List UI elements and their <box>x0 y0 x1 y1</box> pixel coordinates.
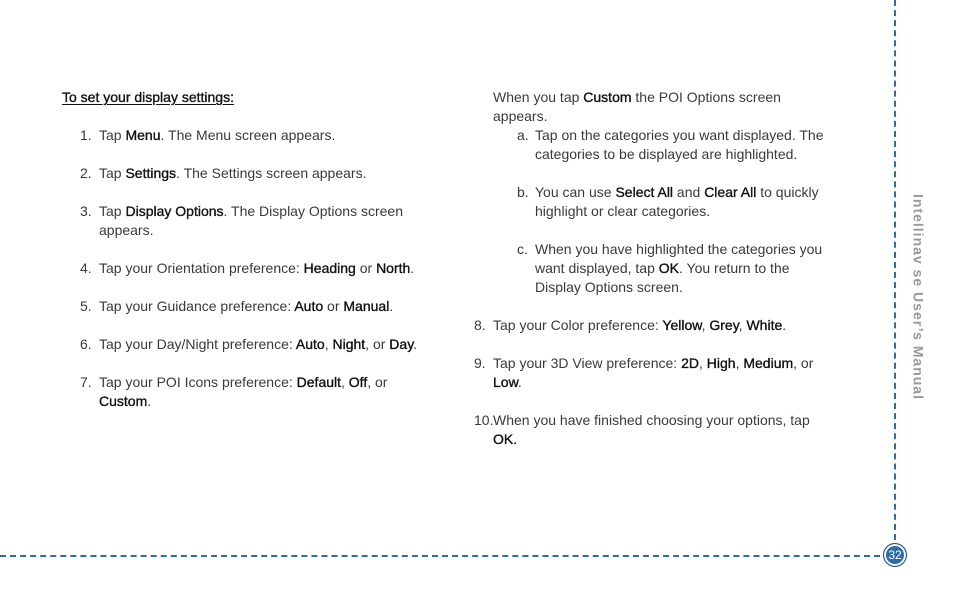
step-text: . The Display Options screen appears. <box>99 203 404 238</box>
step-text: Tap your Guidance preference: <box>99 298 295 314</box>
step-text: Tap your Color preference: <box>493 317 663 333</box>
step-number: 5. <box>80 298 92 314</box>
ui-term: Manual <box>343 298 390 314</box>
step-text: , <box>324 336 333 352</box>
step-text: to quickly highlight or clear categories. <box>535 184 819 219</box>
step-number: 2. <box>80 165 92 181</box>
step-item <box>62 259 432 278</box>
step-item <box>62 164 432 183</box>
step-item <box>62 126 432 145</box>
page-number-badge: 32 <box>883 543 907 567</box>
step-text: . <box>410 260 415 276</box>
right-steps-list <box>474 316 834 449</box>
step-text: or <box>323 298 344 314</box>
horizontal-dashed-rule <box>0 555 880 557</box>
step-text: or <box>355 260 377 276</box>
step-item <box>474 354 834 392</box>
step-text: . <box>389 298 394 314</box>
ui-term: Custom <box>99 393 148 409</box>
ui-term: Medium <box>743 355 794 371</box>
step-item <box>62 335 432 354</box>
step-item <box>62 373 432 411</box>
left-column <box>62 88 432 430</box>
sub-step-item <box>474 126 834 164</box>
ui-term: High <box>706 355 736 371</box>
ui-term: Select All <box>615 184 674 200</box>
ui-term: Grey <box>709 317 739 333</box>
step-number: 10. <box>474 412 494 428</box>
step-item <box>62 297 432 316</box>
step-text: , or <box>793 355 814 371</box>
step-number: c. <box>517 241 528 257</box>
step-text: , or <box>367 374 388 390</box>
step-text: , <box>735 355 744 371</box>
step-text: Tap your Day/Night preference: <box>99 336 296 352</box>
step-text: Tap <box>99 165 126 181</box>
vertical-dashed-rule <box>894 0 896 540</box>
ui-term: Low <box>493 374 518 390</box>
ui-term: Settings <box>125 165 177 181</box>
step-text: Tap your POI Icons preference: <box>99 374 297 390</box>
custom-intro <box>474 88 834 126</box>
step-text: , <box>738 317 747 333</box>
step-number: 9. <box>474 355 486 371</box>
ui-term: Night <box>332 336 366 352</box>
step-text: When you tap <box>493 89 584 105</box>
ui-term: Display Options <box>125 203 224 219</box>
ui-term: OK. <box>493 431 518 447</box>
section-heading: To set your display settings: <box>62 89 234 105</box>
step-text: . <box>782 317 787 333</box>
step-item <box>474 411 834 449</box>
step-text: the POI Options screen appears. <box>493 89 781 124</box>
ui-term: Heading <box>303 260 356 276</box>
ui-term: Yellow <box>662 317 702 333</box>
step-text: , <box>701 317 710 333</box>
step-text: Tap your 3D View preference: <box>493 355 682 371</box>
step-number: 1. <box>80 127 92 143</box>
ui-term: Default <box>296 374 342 390</box>
step-number: 6. <box>80 336 92 352</box>
step-text: , <box>341 374 349 390</box>
side-title: Intellinav se User’s Manual <box>910 194 927 400</box>
step-text: Tap on the categories you want displayed. The categories to be displayed are highlighted. <box>535 127 824 162</box>
step-text: . The Menu screen appears. <box>160 127 336 143</box>
right-column <box>474 88 834 468</box>
step-text: When you have finished choosing your options, tap <box>493 412 810 428</box>
ui-term: OK <box>658 260 679 276</box>
step-text: . <box>413 336 418 352</box>
ui-term: Auto <box>294 298 324 314</box>
step-text: You can use <box>535 184 616 200</box>
step-text: Tap your Orientation preference: <box>99 260 304 276</box>
ui-term: Day <box>389 336 414 352</box>
step-text: Tap <box>99 203 126 219</box>
step-number: 3. <box>80 203 92 219</box>
step-text: , <box>698 355 707 371</box>
left-steps-list <box>62 126 432 411</box>
step-text: and <box>673 184 705 200</box>
step-number: 8. <box>474 317 486 333</box>
step-text: . <box>147 393 152 409</box>
step-number: b. <box>517 184 529 200</box>
step-text: . The Settings screen appears. <box>176 165 367 181</box>
ui-term: Clear All <box>704 184 757 200</box>
ui-term: 2D <box>681 355 699 371</box>
sub-step-item <box>474 240 834 297</box>
step-item <box>62 202 432 240</box>
ui-term: Auto <box>295 336 325 352</box>
step-text: , or <box>365 336 390 352</box>
step-text: When you have highlighted the categories you want displayed, tap <box>535 241 823 276</box>
step-item <box>474 316 834 335</box>
step-text: Tap <box>99 127 126 143</box>
ui-term: Menu <box>125 127 161 143</box>
step-number: 4. <box>80 260 92 276</box>
step-number: 7. <box>80 374 92 390</box>
ui-term: Off <box>348 374 368 390</box>
ui-term: Custom <box>583 89 632 105</box>
ui-term: White <box>746 317 783 333</box>
step-text: . You return to the Display Options screen. <box>535 260 790 295</box>
ui-term: North <box>376 260 411 276</box>
sub-steps-list <box>474 126 834 297</box>
step-text: . <box>517 374 522 390</box>
sub-step-item <box>474 183 834 221</box>
step-number: a. <box>517 127 529 143</box>
